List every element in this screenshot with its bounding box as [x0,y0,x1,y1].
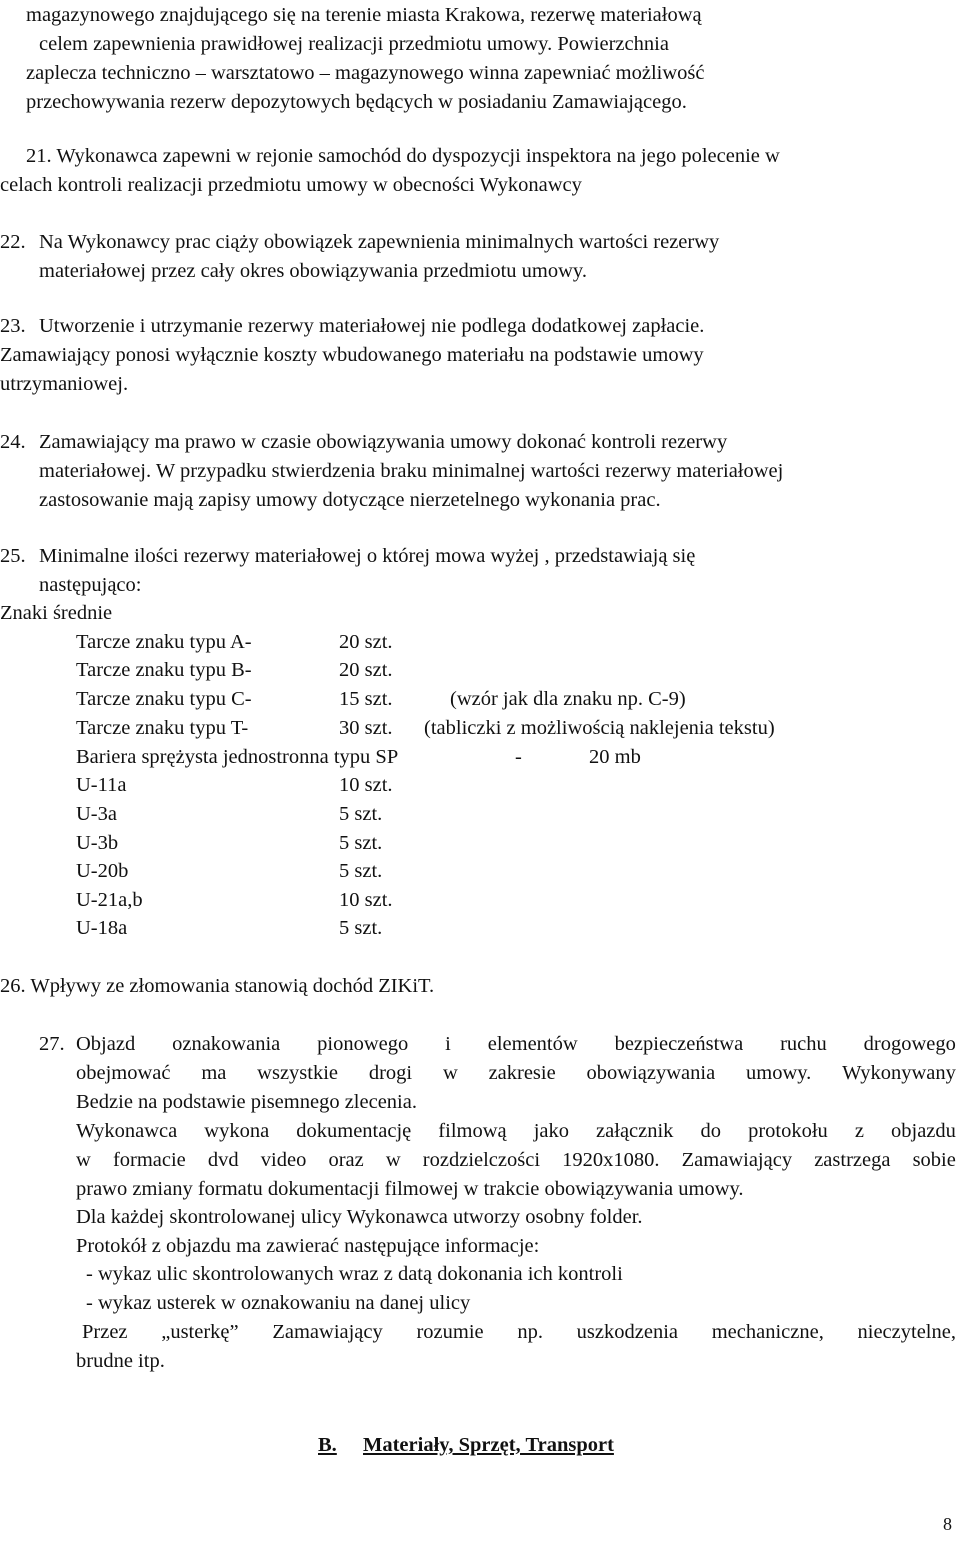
word: filmową [438,1120,507,1142]
word: ruchu [780,1033,827,1055]
p27-line-10: brudne itp. [76,1350,165,1372]
u-item-qty: 5 szt. [339,860,383,882]
word: zastrzega [814,1149,891,1171]
word: rozdzielczości [422,1149,541,1171]
word: obejmować [76,1062,171,1084]
p27-bullet-2: - wykaz usterek w oznakowaniu na danej ulicy [86,1292,471,1314]
intro-line-3: zaplecza techniczno – warsztatowo – magazynowego winna zapewniać możliwość [26,62,705,84]
p22-number: 22. [0,231,26,253]
word: Przez [82,1321,128,1343]
word: objazdu [891,1120,956,1142]
u-item-name: U-3a [76,803,117,825]
u-item-qty: 10 szt. [339,889,393,911]
word: 1920x1080. [562,1149,660,1171]
word: pionowego [317,1033,409,1055]
intro-line-2: celem zapewnienia prawidłowej realizacji przedmiotu umowy. Powierzchnia [39,33,669,55]
item-qty: 20 szt. [339,659,393,681]
word: Zamawiający [272,1321,383,1343]
p24-line-2: materiałowej. W przypadku stwierdzenia braku minimalnej wartości rezerwy materiałowej [39,460,784,482]
word: dokumentację [296,1120,412,1142]
word: rozumie [416,1321,484,1343]
word: załącznik [596,1120,674,1142]
u-item-name: U-3b [76,832,119,854]
word: mechaniczne, [711,1321,824,1343]
p22-line-2: materiałowej przez cały okres obowiązywania przedmiotu umowy. [39,260,587,282]
section-title: Materiały, Sprzęt, Transport [363,1434,614,1456]
p27-line-7: Dla każdej skontrolowanej ulicy Wykonawca utworzy osobny folder. [76,1206,643,1228]
barrier-dash: - [515,746,522,768]
u-item-qty: 5 szt. [339,917,383,939]
u-item-name: U-18a [76,917,128,939]
u-item-qty: 5 szt. [339,832,383,854]
p24-line-3: zastosowanie mają zapisy umowy dotyczące nierzetelnego wykonania prac. [39,489,661,511]
word: drogi [368,1062,413,1084]
u-item-name: U-11a [76,774,127,796]
intro-line-1: magazynowego znajdującego się na terenie miasta Krakowa, rezerwę materiałową [26,4,702,26]
word: np. [517,1321,543,1343]
u-item-qty: 10 szt. [339,774,393,796]
item-name: Tarcze znaku typu C- [76,688,252,710]
word: do [700,1120,721,1142]
p23-number: 23. [0,315,26,337]
p27-line-1 [76,1034,956,1055]
word: obowiązywania [586,1062,716,1084]
p24-number: 24. [0,431,26,453]
p25-number: 25. [0,545,26,567]
p25-line-2: następująco: [39,574,142,596]
barrier-qty: 20 mb [589,746,641,768]
p23-line-1: Utworzenie i utrzymanie rezerwy materiałowej nie podlega dodatkowej zapłacie. [39,315,705,337]
p23-line-2: Zamawiający ponosi wyłącznie koszty wbudowanego materiału na podstawie umowy [0,344,704,366]
word: oznakowania [172,1033,281,1055]
p25-line-1: Minimalne ilości rezerwy materiałowej o której mowa wyżej , przedstawiają się [39,545,696,567]
word: Objazd [76,1033,136,1055]
p24-line-1: Zamawiający ma prawo w czasie obowiązywania umowy dokonać kontroli rezerwy [39,431,728,453]
u-item-name: U-20b [76,860,129,882]
word: wszystkie [257,1062,339,1084]
p21-line-2: celach kontroli realizacji przedmiotu umowy w obecności Wykonawcy [0,174,582,196]
word: i [445,1033,451,1055]
intro-line-4: przechowywania rezerw depozytowych będących w posiadaniu Zamawiającego. [26,91,687,113]
p27-line-5 [76,1150,956,1171]
p27-line-3: Bedzie na podstawie pisemnego zlecenia. [76,1091,417,1113]
item-name: Tarcze znaku typu B- [76,659,252,681]
word: jako [533,1120,569,1142]
word: bezpieczeństwa [614,1033,744,1055]
word: zakresie [488,1062,556,1084]
page-number: 8 [943,1514,952,1534]
word: oraz [328,1149,364,1171]
p22-line-1: Na Wykonawcy prac ciąży obowiązek zapewnienia minimalnych wartości rezerwy [39,231,720,253]
p27-bullet-1: - wykaz ulic skontrolowanych wraz z datą dokonania ich kontroli [86,1263,623,1285]
u-item-name: U-21a,b [76,889,143,911]
item-name: Tarcze znaku typu T- [76,717,249,739]
word: drogowego [863,1033,956,1055]
item-name: Tarcze znaku typu A- [76,631,252,653]
word: w [385,1149,401,1171]
word: elementów [487,1033,578,1055]
section-letter: B. [318,1434,337,1456]
item-qty: 30 szt. [339,717,393,739]
word: w [76,1149,91,1171]
p27-line-2 [76,1063,956,1084]
word: sobie [912,1149,956,1171]
word: dvd [207,1149,239,1171]
word: uszkodzenia [576,1321,678,1343]
word: Wykonywany [842,1062,956,1084]
p26-line-1: 26. Wpływy ze złomowania stanowią dochód ZIKiT. [0,975,435,997]
p23-line-3: utrzymaniowej. [0,373,129,395]
p25-section-label: Znaki średnie [0,602,113,624]
p27-line-4 [76,1121,956,1142]
word: protokołu [748,1120,828,1142]
p21-line-1: 21. Wykonawca zapewni w rejonie samochód do dyspozycji inspektora na jego polecenie w [26,145,780,167]
barrier-name: Bariera sprężysta jednostronna typu SP [76,746,399,768]
p27-line-8: Protokół z objazdu ma zawierać następujące informacje: [76,1235,540,1257]
p27-number: 27. [39,1033,65,1055]
word: z [854,1120,864,1142]
word: „usterkę” [161,1321,239,1343]
item-qty: 20 szt. [339,631,393,653]
word: ma [201,1062,227,1084]
p27-line-9 [82,1322,956,1343]
word: Wykonawca [76,1120,178,1142]
item-note: (tabliczki z możliwością naklejenia tekstu) [424,717,775,739]
word: wykona [204,1120,270,1142]
word: formacie [112,1149,186,1171]
p27-line-6: prawo zmiany formatu dokumentacji filmowej w trakcie obowiązywania umowy. [76,1178,744,1200]
word: video [260,1149,307,1171]
item-qty: 15 szt. [339,688,393,710]
u-item-qty: 5 szt. [339,803,383,825]
word: umowy. [746,1062,812,1084]
word: nieczytelne, [857,1321,956,1343]
word: Zamawiający [681,1149,793,1171]
word: w [442,1062,458,1084]
item-note: (wzór jak dla znaku np. C-9) [450,688,686,710]
